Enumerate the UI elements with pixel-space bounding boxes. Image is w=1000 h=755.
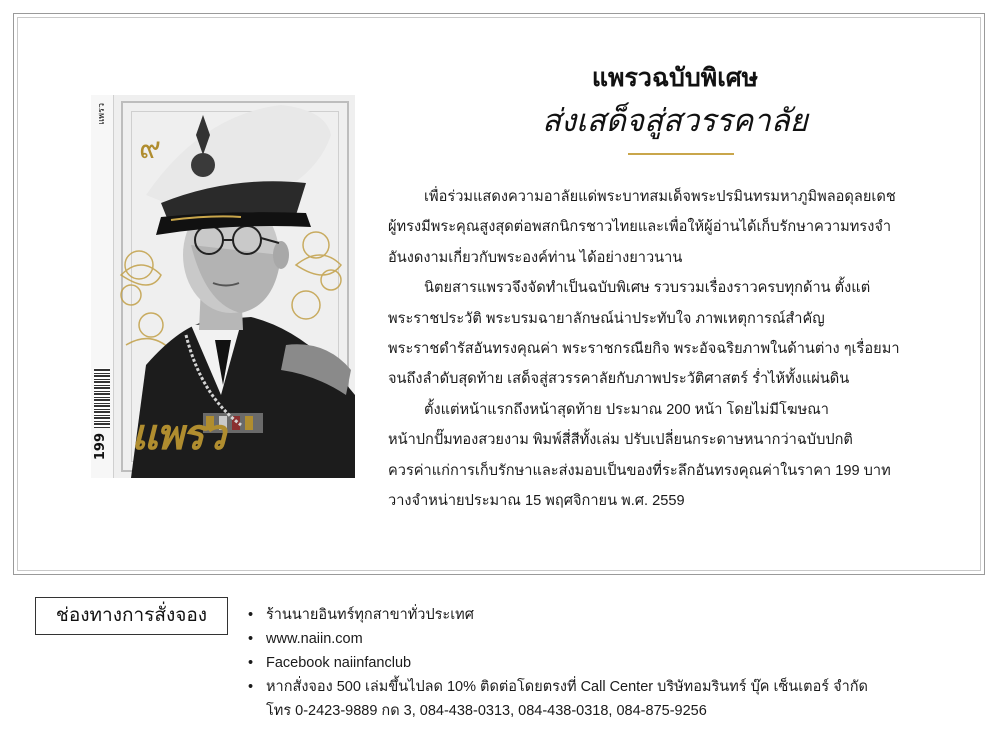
article-subheading: ส่งเสด็จสู่สวรรคาลัย <box>542 103 808 138</box>
issue-number: 199 <box>93 432 108 460</box>
list-item <box>248 675 868 699</box>
magazine-cover-image <box>91 95 355 478</box>
bullet-icon: • <box>248 607 254 623</box>
order-channels-title: ช่องทางการสั่งจอง <box>35 597 228 635</box>
bullet-icon: • <box>248 631 254 647</box>
gold-divider <box>628 153 734 155</box>
order-channel-bulk: หากสั่งจอง 500 เล่มขึ้นไปลด 10% ติดต่อโดยตรงที่ Call Center บริษัทอมรินทร์ บุ๊ค เซ็นเตอร์ จำกัด <box>266 679 868 695</box>
body-line: พระราชประวัติ พระบรมฉายาลักษณ์น่าประทับใจ ภาพเหตุการณ์สำคัญ <box>388 310 825 327</box>
body-line: ผู้ทรงมีพระคุณสูงสุดต่อพสกนิกรชาวไทยและเพื่อให้ผู้อ่านได้เก็บรักษาความทรงจำ <box>388 219 892 236</box>
body-line: นิตยสารแพรวจึงจัดทำเป็นฉบับพิเศษ รวบรวมเรื่องราวครบทุกด้าน ตั้งแต่ <box>424 280 871 297</box>
order-channel-facebook[interactable]: Facebook naiinfanclub <box>266 655 412 671</box>
bullet-icon: • <box>248 655 254 671</box>
body-line: วางจำหน่ายประมาณ 15 พฤศจิกายน พ.ศ. 2559 <box>388 493 685 510</box>
cover-emblem-mark: ๙ <box>139 131 161 166</box>
body-line: พระราชดำรัสอันทรงคุณค่า พระราชกรณียกิจ พระอัจฉริยภาพในด้านต่าง ๆเรื่อยมา <box>388 341 900 358</box>
body-line: หน้าปกปั๊มทองสวยงาม พิมพ์สี่สีทั้งเล่ม ปรับเปลี่ยนกระดาษหนากว่าฉบับปกติ <box>388 432 853 449</box>
article-heading: แพรวฉบับพิเศษ <box>591 64 759 92</box>
order-contact-phones: โทร 0-2423-9889 กด 3, 084-438-0313, 084-438-0318, 084-875-9256 <box>266 703 707 719</box>
body-line: ตั้งแต่หน้าแรกถึงหน้าสุดท้าย ประมาณ 200 หน้า โดยไม่มีโฆษณา <box>424 401 829 418</box>
spine-logo: แพรว <box>97 103 107 125</box>
body-line: อันงดงามเกี่ยวกับพระองค์ท่าน ได้อย่างยาวนาน <box>388 249 683 266</box>
list-item <box>248 603 868 627</box>
article-body <box>388 182 968 516</box>
list-item <box>248 651 868 675</box>
order-channels-list <box>248 603 868 723</box>
body-line: ควรค่าแก่การเก็บรักษาและส่งมอบเป็นของที่ระลึกอันทรงคุณค่าในราคา 199 บาท <box>388 462 891 479</box>
body-line: เพื่อร่วมแสดงความอาลัยแด่พระบาทสมเด็จพระปรมินทรมหาภูมิพลอดุลยเดช <box>424 189 896 205</box>
order-channel-website-link[interactable]: www.naiin.com <box>266 631 363 647</box>
body-line: จนถึงลำดับสุดท้าย เสด็จสู่สวรรคาลัยกับภาพประวัติศาสตร์ ร่ำไห้ทั้งแผ่นดิน <box>388 371 850 388</box>
cover-masthead: แพรว <box>131 410 224 459</box>
bullet-icon: • <box>248 679 254 695</box>
list-item <box>248 627 868 651</box>
order-channel-stores: ร้านนายอินทร์ทุกสาขาทั่วประเทศ <box>266 607 474 623</box>
